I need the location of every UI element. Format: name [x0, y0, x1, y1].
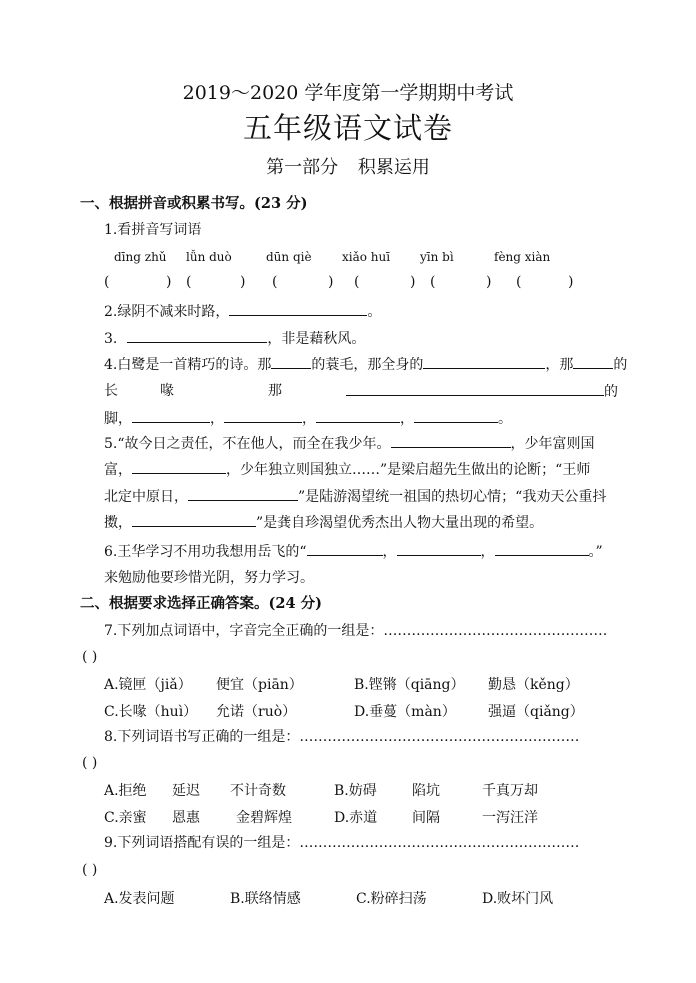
q5-line3 — [104, 486, 606, 507]
q7-option-d2: 强逼（qiǎng） — [488, 704, 584, 720]
q3-number: 3. — [104, 331, 118, 347]
q4-blank-6[interactable] — [224, 408, 302, 423]
q4-blank-2[interactable] — [423, 354, 545, 369]
answer-box-5-open: ( — [430, 274, 436, 290]
q2-number: 2. — [104, 304, 118, 320]
q4-text-b: 的蓑毛，那全身的 — [311, 357, 424, 373]
q4-blank-7[interactable] — [316, 408, 400, 423]
q2-end: 。 — [367, 304, 382, 320]
answer-box-4-close: ) — [410, 274, 416, 290]
q6-end: 。” — [588, 544, 603, 560]
q4-line2-a: 长 — [104, 383, 118, 399]
q5-line4-a: 擞， — [104, 515, 132, 531]
q8-option-c2: 恩惠 — [172, 810, 200, 826]
q4-line2-b: 喙 — [160, 383, 174, 399]
answer-box-1-close: ) — [166, 274, 172, 290]
q5-blank-3[interactable] — [188, 486, 298, 501]
q6-blank-1[interactable] — [307, 541, 383, 556]
pinyin-6: fèng xiàn — [494, 250, 551, 264]
q4-sep-3: ， — [400, 411, 414, 427]
q4-blank-1[interactable] — [271, 354, 311, 369]
q6-blank-2[interactable] — [397, 541, 481, 556]
section1-heading: 一、根据拼音或积累书写。(23 分) — [80, 195, 308, 212]
q8-option-a2: 延迟 — [172, 783, 200, 799]
q4-line1 — [104, 354, 627, 375]
q4-blank-5[interactable] — [132, 408, 210, 423]
pinyin-5: yīn bì — [420, 250, 454, 264]
q6-sep-1: ， — [382, 544, 397, 560]
q8-option-a1: A.拒绝 — [104, 783, 147, 799]
answer-box-2-close: ) — [240, 274, 246, 290]
q8-answer-paren[interactable]: ( ) — [82, 755, 98, 771]
q7-stem: 7.下列加点词语中，字音完全正确的一组是：………………………………………… — [104, 623, 608, 639]
q7-answer-paren[interactable]: ( ) — [82, 649, 98, 665]
q8-option-b2: 陷坑 — [412, 783, 440, 799]
exam-header-line: 2019～2020 学年度第一学期期中考试 — [182, 82, 514, 104]
pinyin-2: lǚn duò — [186, 250, 232, 264]
q9-option-a: A.发表问题 — [104, 891, 175, 907]
q6-line2: 来勉励他要珍惜光阴，努力学习。 — [104, 570, 314, 586]
q8-option-a3: 不计奇数 — [230, 783, 286, 799]
q4-line2-d: 的 — [604, 384, 618, 400]
q7-option-c1: C.长喙（huì） — [104, 704, 198, 720]
q8-option-b3: 千真万却 — [482, 783, 538, 799]
q4-blank-3[interactable] — [573, 354, 613, 369]
section2-heading: 二、根据要求选择正确答案。(24 分) — [80, 595, 322, 612]
q2-blank[interactable] — [229, 301, 367, 316]
q6-line1-a: 6.王华学习不用功我想用岳飞的“ — [104, 544, 307, 560]
q7-option-d1: D.垂蔓（màn） — [354, 704, 456, 720]
q4-end: 。 — [498, 411, 512, 427]
q8-option-d3: 一泻汪洋 — [482, 810, 538, 826]
q9-option-c: C.粉碎扫荡 — [356, 891, 427, 907]
q4-text-d: 的 — [613, 357, 628, 373]
q1-label: 1.看拼音写词语 — [104, 222, 202, 238]
q6-line1 — [104, 541, 603, 562]
answer-box-6-close: ) — [568, 274, 574, 290]
q8-option-b1: B.妨碍 — [334, 783, 377, 799]
q2 — [104, 301, 381, 322]
answer-box-5-close: ) — [486, 274, 492, 290]
q4-sep-1: ， — [210, 411, 224, 427]
q4-line3-a: 脚， — [104, 411, 132, 427]
q4-line2-blank — [346, 381, 618, 402]
answer-box-4-open: ( — [354, 274, 360, 290]
q4-line3 — [104, 408, 512, 429]
q3-blank[interactable] — [127, 328, 267, 343]
q5-line1 — [104, 433, 595, 454]
q4-line2-c: 那 — [268, 383, 282, 399]
q5-blank-1[interactable] — [391, 433, 511, 448]
answer-box-2-open: ( — [186, 274, 192, 290]
q9-option-d: D.败坏门风 — [482, 891, 554, 907]
q7-option-b2: 勤恳（kěng） — [488, 677, 579, 693]
q3 — [104, 328, 365, 349]
answer-box-1-open: ( — [104, 274, 110, 290]
q6-blank-3[interactable] — [495, 541, 589, 556]
part-title: 第一部分 积累运用 — [266, 157, 430, 178]
q5-line2-a: 富， — [104, 462, 132, 478]
q5-line1-a: 5.“故今日之责任，不在他人，而全在我少年。 — [104, 436, 391, 452]
q4-sep-2: ， — [302, 411, 316, 427]
q5-blank-2[interactable] — [132, 459, 226, 474]
q5-blank-4[interactable] — [132, 512, 256, 527]
q5-line3-b: ”是陆游渴望统一祖国的热切心情；“我劝天公重抖 — [298, 489, 607, 505]
q5-line1-b: ，少年富则国 — [510, 436, 595, 452]
answer-box-3-close: ) — [328, 274, 334, 290]
answer-box-3-open: ( — [272, 274, 278, 290]
q8-stem: 8.下列词语书写正确的一组是：…………………………………………………… — [104, 729, 580, 745]
q7-option-a2: 便宜（piān） — [216, 677, 303, 693]
q7-option-c2: 允诺（ruò） — [216, 704, 297, 720]
q2-text: 绿阴不减来时路， — [117, 304, 230, 320]
q8-option-d2: 间隔 — [412, 810, 440, 826]
q6-sep-2: ， — [480, 544, 495, 560]
q5-line4 — [104, 512, 543, 533]
q8-option-c3: 金碧辉煌 — [236, 810, 292, 826]
q4-blank-4[interactable] — [346, 381, 604, 396]
q4-blank-8[interactable] — [414, 408, 498, 423]
q4-text-c: ，那 — [545, 357, 574, 373]
q9-answer-paren[interactable]: ( ) — [82, 862, 98, 878]
q9-stem: 9.下列词语搭配有误的一组是：…………………………………………………… — [104, 835, 580, 851]
answer-box-6-open: ( — [516, 274, 522, 290]
pinyin-3: dūn qiè — [266, 250, 312, 264]
q8-option-c1: C.亲蜜 — [104, 810, 147, 826]
q9-option-b: B.联络情感 — [230, 891, 301, 907]
q7-option-b1: B.铿锵（qiāng） — [354, 677, 465, 693]
q5-line2 — [104, 459, 590, 480]
pinyin-4: xiǎo huī — [342, 250, 391, 264]
q8-option-d1: D.赤道 — [334, 810, 378, 826]
q5-line4-b: ”是龚自珍渴望优秀杰出人物大量出现的希望。 — [256, 515, 544, 531]
q5-line3-a: 北定中原日， — [104, 489, 188, 505]
q4-text-a: 4.白鹭是一首精巧的诗。那 — [104, 357, 272, 373]
exam-title: 五年级语文试卷 — [242, 111, 453, 145]
q3-text: ，非是藉秋风。 — [267, 331, 366, 347]
q7-option-a1: A.镜匣（jiǎ） — [104, 677, 192, 693]
q5-line2-b: ，少年独立则国独立……”是梁启超先生做出的论断；“王师 — [226, 462, 591, 478]
pinyin-1: dīng zhǔ — [114, 250, 167, 264]
